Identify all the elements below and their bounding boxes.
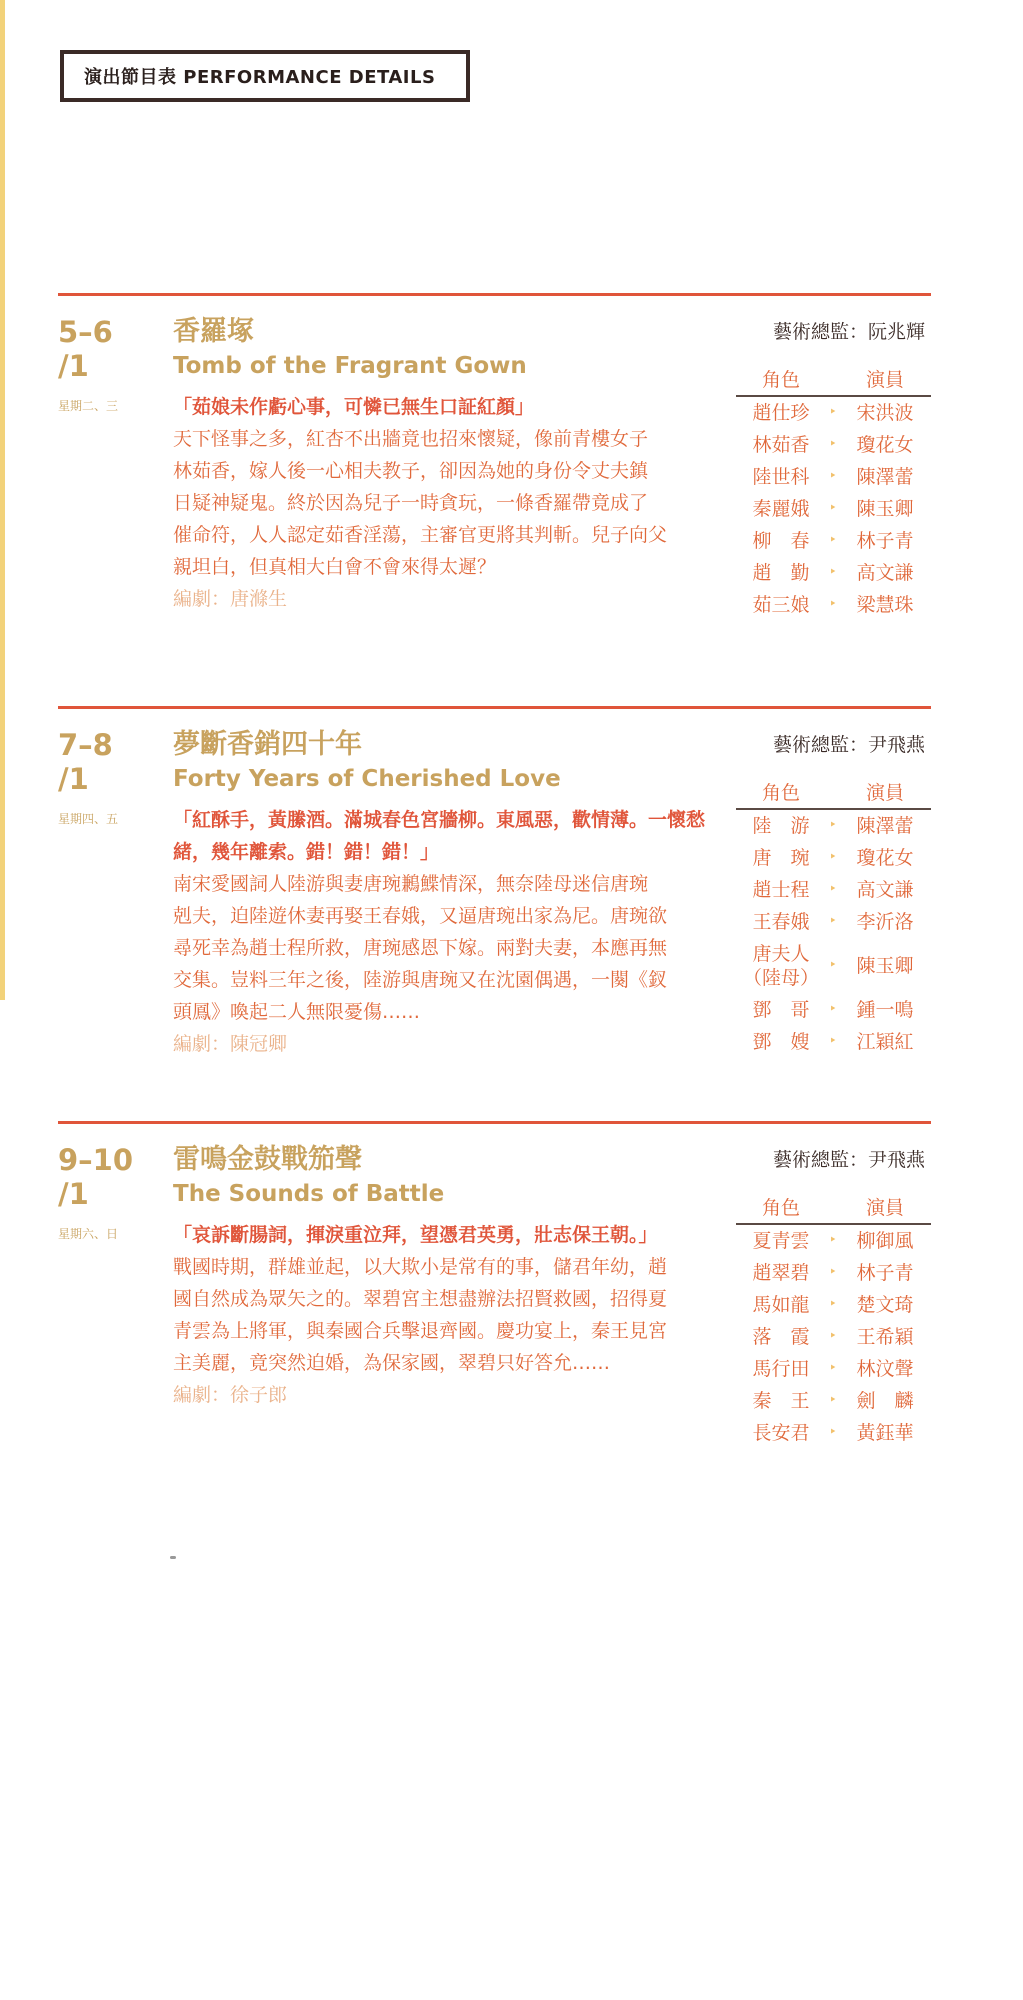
cast-row bbox=[736, 810, 931, 842]
cast-header-actor: 演員 bbox=[865, 1197, 904, 1219]
synopsis-line: 剋夫，迫陸遊休妻再娶王春娥，又逼唐琬出家為尼。唐琬欲 bbox=[173, 905, 668, 927]
cast-role: 鄧 嫂 bbox=[752, 1031, 810, 1053]
cast-role: 林茹香 bbox=[752, 434, 810, 456]
cast-header-role: 角色 bbox=[761, 782, 800, 804]
bullet-icon: ‣ bbox=[829, 958, 837, 973]
cast-header-actor: 演員 bbox=[865, 369, 904, 391]
cast-role: 秦麗娥 bbox=[752, 498, 810, 520]
synopsis-quote: 「紅酥手，黃縢酒。滿城春色宮牆柳。東風惡，歡情薄。一懷愁緒，幾年離索。錯！錯！錯！」 bbox=[173, 809, 706, 863]
show-title-zh: 香羅塚 bbox=[173, 316, 254, 347]
cast-row bbox=[736, 429, 931, 461]
synopsis-line: 日疑神疑鬼。終於因為兒子一時貪玩，一條香羅帶竟成了 bbox=[173, 492, 649, 514]
show-title-zh: 夢斷香銷四十年 bbox=[173, 729, 362, 760]
playwright-credit: 編劇：陳冠卿 bbox=[173, 1033, 288, 1055]
show-date bbox=[58, 1143, 158, 1211]
cast-list bbox=[736, 728, 931, 1058]
synopsis-line: 天下怪事之多，紅杏不出牆竟也招來懷疑，像前青樓女子 bbox=[173, 428, 649, 450]
show-weekday: 星期二、三 bbox=[58, 399, 119, 413]
cast-actor: 鍾一鳴 bbox=[856, 999, 914, 1021]
cast-actor: 瓊花女 bbox=[856, 434, 914, 456]
artistic-director: 藝術總監：阮兆輝 bbox=[772, 321, 925, 343]
synopsis-line: 主美麗，竟突然迫婚，為保家國，翠碧只好答允…… bbox=[173, 1352, 611, 1374]
cast-actor: 林汶聲 bbox=[856, 1358, 914, 1380]
artistic-director: 藝術總監：尹飛燕 bbox=[772, 1149, 925, 1171]
cast-role: 鄧 哥 bbox=[752, 999, 810, 1021]
show-synopsis bbox=[173, 391, 708, 615]
bullet-icon: ‣ bbox=[829, 1393, 837, 1408]
cast-role: 陸 游 bbox=[752, 815, 810, 837]
cast-actor: 黃鈺華 bbox=[856, 1422, 914, 1444]
bullet-icon: ‣ bbox=[829, 501, 837, 516]
show-synopsis bbox=[173, 1219, 708, 1411]
cast-role: 茹三娘 bbox=[752, 594, 810, 616]
cast-row bbox=[736, 938, 931, 994]
cast-role: 秦 王 bbox=[752, 1390, 810, 1412]
bullet-icon: ‣ bbox=[829, 1265, 837, 1280]
show-title-en: Tomb of the Fragrant Gown bbox=[173, 353, 527, 379]
synopsis-line: 國自然成為眾矢之的。翠碧宮主想盡辦法招賢救國，招得夏 bbox=[173, 1288, 668, 1310]
cast-row bbox=[736, 397, 931, 429]
show-synopsis bbox=[173, 804, 708, 1060]
cast-actor: 陳澤蕾 bbox=[856, 466, 914, 488]
cast-list bbox=[736, 315, 931, 621]
cast-role: 王春娥 bbox=[752, 911, 810, 933]
cast-actor: 劍 麟 bbox=[856, 1390, 914, 1412]
cast-header bbox=[736, 778, 931, 810]
cast-row bbox=[736, 874, 931, 906]
bullet-icon: ‣ bbox=[829, 1233, 837, 1248]
cast-row bbox=[736, 493, 931, 525]
cast-header-role: 角色 bbox=[761, 1197, 800, 1219]
cast-actor: 陳玉卿 bbox=[856, 955, 914, 977]
show-titles bbox=[173, 1143, 703, 1211]
cast-row bbox=[736, 1225, 931, 1257]
bullet-icon: ‣ bbox=[829, 914, 837, 929]
cast-actor: 林子青 bbox=[856, 530, 914, 552]
cast-header-actor: 演員 bbox=[865, 782, 904, 804]
cast-row bbox=[736, 1026, 931, 1058]
cast-row bbox=[736, 1321, 931, 1353]
cast-actor: 高文謙 bbox=[856, 879, 914, 901]
synopsis-line: 頭鳳》喚起二人無限憂傷…… bbox=[173, 1001, 421, 1023]
bullet-icon: ‣ bbox=[829, 437, 837, 452]
synopsis-line: 催命符，人人認定茹香淫蕩，主審官更將其判斬。兒子向父 bbox=[173, 524, 668, 546]
cast-row bbox=[736, 461, 931, 493]
cast-role: 唐夫人（陸母） bbox=[742, 943, 819, 989]
cast-actor: 高文謙 bbox=[856, 562, 914, 584]
cast-row bbox=[736, 1385, 931, 1417]
date-range: 9–10 bbox=[58, 1143, 134, 1177]
bullet-icon: ‣ bbox=[829, 1297, 837, 1312]
show-title-en: Forty Years of Cherished Love bbox=[173, 766, 561, 792]
cast-row bbox=[736, 1353, 931, 1385]
synopsis-line: 親坦白，但真相大白會不會來得太遲？ bbox=[173, 556, 497, 578]
show-weekday: 星期六、日 bbox=[58, 1227, 119, 1241]
cast-row bbox=[736, 906, 931, 938]
cast-role: 趙仕珍 bbox=[752, 402, 810, 424]
playwright-credit: 編劇：徐子郎 bbox=[173, 1384, 288, 1406]
date-month: /1 bbox=[58, 762, 89, 796]
cast-role: 趙翠碧 bbox=[752, 1262, 810, 1284]
scan-speck bbox=[170, 1556, 176, 1559]
bullet-icon: ‣ bbox=[829, 533, 837, 548]
section-divider bbox=[58, 706, 931, 709]
bullet-icon: ‣ bbox=[829, 1361, 837, 1376]
cast-role: 馬如龍 bbox=[752, 1294, 810, 1316]
cast-actor: 李沂洛 bbox=[856, 911, 914, 933]
show-titles bbox=[173, 315, 703, 383]
cast-actor: 宋洪波 bbox=[856, 402, 914, 424]
date-range: 7–8 bbox=[58, 728, 113, 762]
page-title: 演出節目表 PERFORMANCE DETAILS bbox=[84, 67, 436, 88]
cast-actor: 柳御風 bbox=[856, 1230, 914, 1252]
cast-role: 夏青雲 bbox=[752, 1230, 810, 1252]
synopsis-line: 尋死幸為趙士程所救，唐琬感恩下嫁。兩對夫妻，本應再無 bbox=[173, 937, 668, 959]
bullet-icon: ‣ bbox=[829, 1034, 837, 1049]
section-divider bbox=[58, 293, 931, 296]
cast-role: 唐 琬 bbox=[752, 847, 810, 869]
cast-actor: 陳澤蕾 bbox=[856, 815, 914, 837]
show-date bbox=[58, 728, 158, 796]
section-divider bbox=[58, 1121, 931, 1124]
bullet-icon: ‣ bbox=[829, 818, 837, 833]
show-title-en: The Sounds of Battle bbox=[173, 1181, 445, 1207]
cast-row bbox=[736, 525, 931, 557]
page-edge-strip bbox=[0, 0, 5, 1000]
bullet-icon: ‣ bbox=[829, 405, 837, 420]
synopsis-line: 青雲為上將軍，與秦國合兵擊退齊國。慶功宴上，秦王見宮 bbox=[173, 1320, 668, 1342]
synopsis-line: 戰國時期，群雄並起，以大欺小是常有的事，儲君年幼，趙 bbox=[173, 1256, 668, 1278]
cast-list bbox=[736, 1143, 931, 1449]
artistic-director: 藝術總監：尹飛燕 bbox=[772, 734, 925, 756]
cast-actor: 王希穎 bbox=[856, 1326, 914, 1348]
cast-header bbox=[736, 365, 931, 397]
cast-role: 柳 春 bbox=[752, 530, 810, 552]
bullet-icon: ‣ bbox=[829, 469, 837, 484]
cast-row bbox=[736, 1417, 931, 1449]
cast-row bbox=[736, 842, 931, 874]
cast-role: 長安君 bbox=[752, 1422, 810, 1444]
cast-actor: 林子青 bbox=[856, 1262, 914, 1284]
cast-role: 陸世科 bbox=[752, 466, 810, 488]
show-titles bbox=[173, 728, 703, 796]
bullet-icon: ‣ bbox=[829, 882, 837, 897]
cast-actor: 陳玉卿 bbox=[856, 498, 914, 520]
cast-actor: 江穎紅 bbox=[856, 1031, 914, 1053]
show-weekday: 星期四、五 bbox=[58, 812, 119, 826]
cast-role: 落 霞 bbox=[752, 1326, 810, 1348]
cast-actor: 瓊花女 bbox=[856, 847, 914, 869]
bullet-icon: ‣ bbox=[829, 850, 837, 865]
cast-role: 趙士程 bbox=[752, 879, 810, 901]
cast-role: 趙 勤 bbox=[752, 562, 810, 584]
date-month: /1 bbox=[58, 1177, 89, 1211]
cast-header bbox=[736, 1193, 931, 1225]
bullet-icon: ‣ bbox=[829, 597, 837, 612]
cast-row bbox=[736, 994, 931, 1026]
date-range: 5–6 bbox=[58, 315, 113, 349]
date-month: /1 bbox=[58, 349, 89, 383]
cast-row bbox=[736, 557, 931, 589]
cast-header-role: 角色 bbox=[761, 369, 800, 391]
show-title-zh: 雷鳴金鼓戰笳聲 bbox=[173, 1144, 362, 1175]
cast-actor: 楚文琦 bbox=[856, 1294, 914, 1316]
synopsis-quote: 「哀訴斷腸詞，揮淚重泣拜，望憑君英勇，壯志保王朝。」 bbox=[173, 1224, 658, 1246]
synopsis-quote: 「茹娘未作虧心事，可憐已無生口証紅顏」 bbox=[173, 396, 535, 418]
bullet-icon: ‣ bbox=[829, 565, 837, 580]
playwright-credit: 編劇：唐滌生 bbox=[173, 588, 288, 610]
synopsis-line: 南宋愛國詞人陸游與妻唐琬鶼鰈情深，無奈陸母迷信唐琬 bbox=[173, 873, 649, 895]
cast-row bbox=[736, 1289, 931, 1321]
synopsis-line: 交集。豈料三年之後，陸游與唐琬又在沈園偶遇，一闋《釵 bbox=[173, 969, 668, 991]
synopsis-line: 林茹香，嫁人後一心相夫教子，卻因為她的身份令丈夫鎮 bbox=[173, 460, 649, 482]
bullet-icon: ‣ bbox=[829, 1002, 837, 1017]
bullet-icon: ‣ bbox=[829, 1329, 837, 1344]
cast-row bbox=[736, 1257, 931, 1289]
show-date bbox=[58, 315, 158, 383]
page-title-box bbox=[60, 50, 470, 102]
cast-role: 馬行田 bbox=[752, 1358, 810, 1380]
bullet-icon: ‣ bbox=[829, 1425, 837, 1440]
cast-actor: 梁慧珠 bbox=[856, 594, 914, 616]
cast-row bbox=[736, 589, 931, 621]
